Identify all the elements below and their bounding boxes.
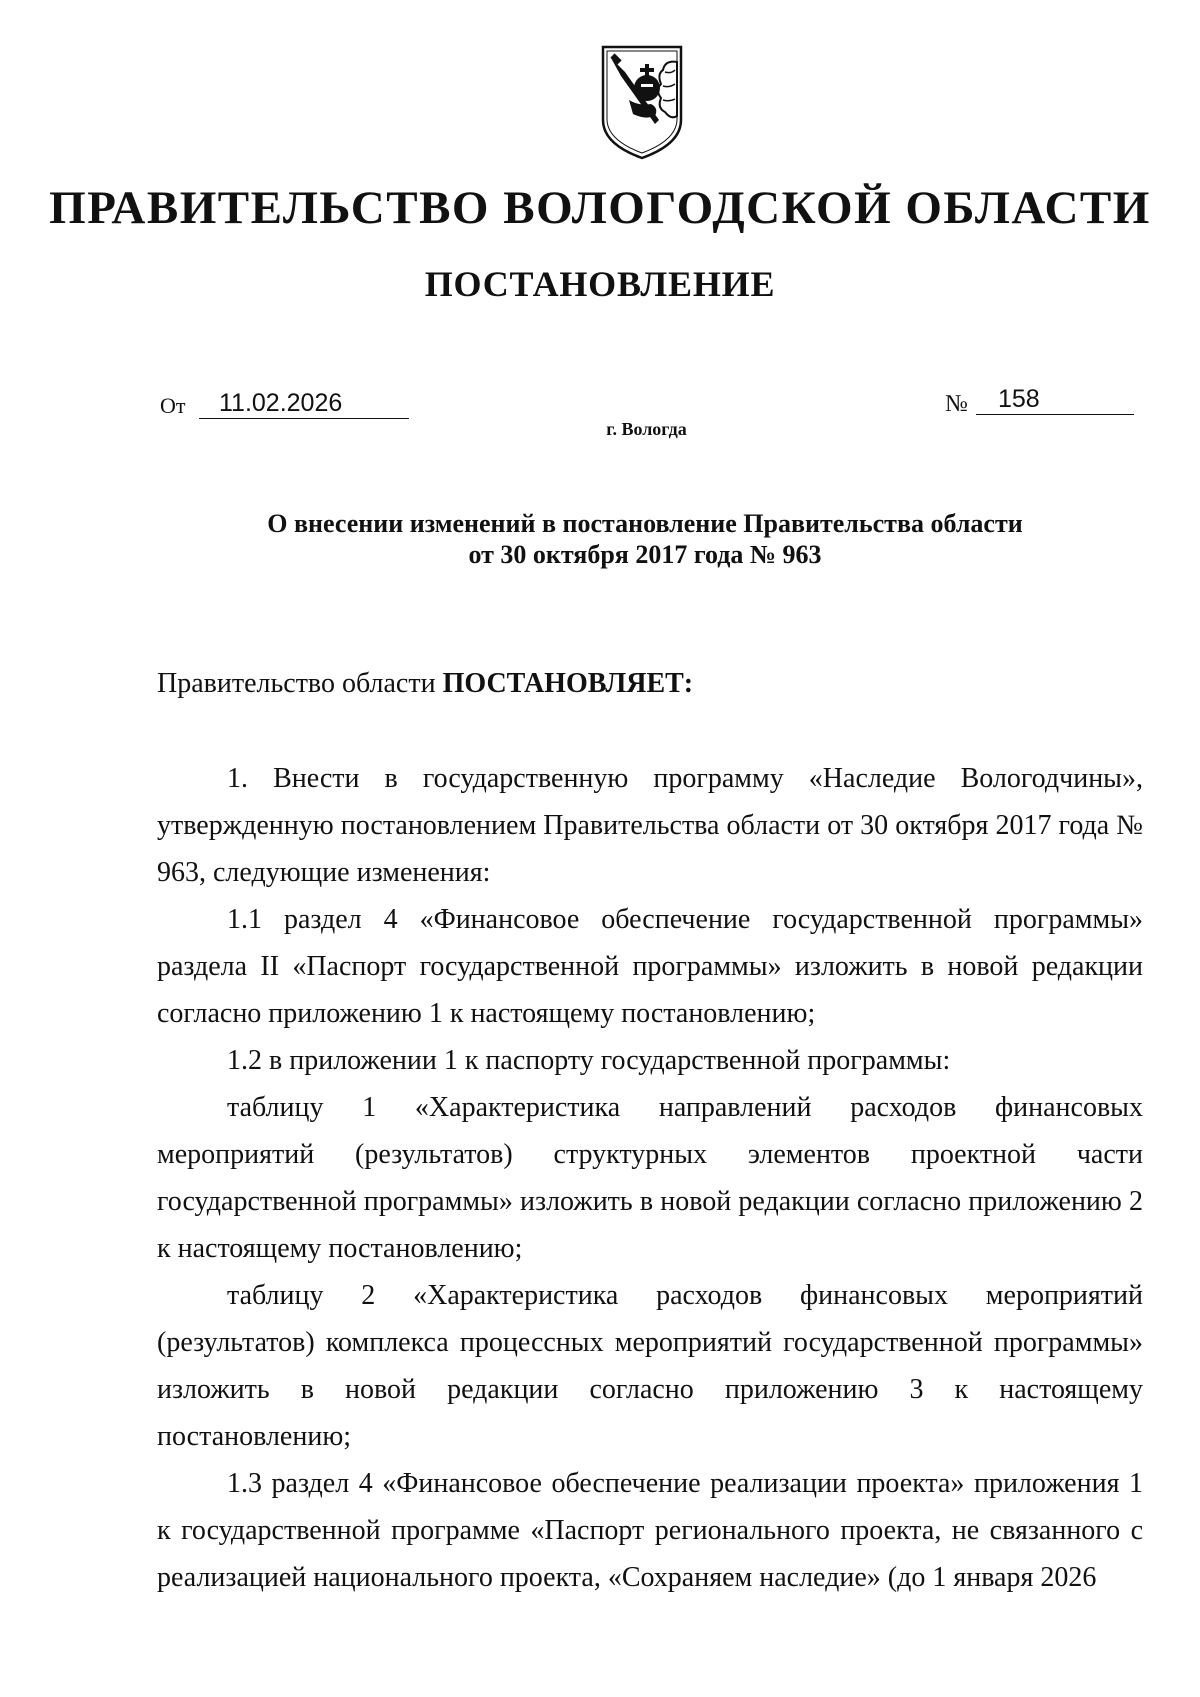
document-subject xyxy=(0,508,1200,570)
paragraph: 1.3 раздел 4 «Финансовое обеспечение реализации проекта» приложения 1 к государственной программе «Паспорт регионального проекта, не связанного с реализацией национального проекта, «Сохраняем наследие» (до 1 января 2026 xyxy=(157,1468,1143,1593)
government-title: ПРАВИТЕЛЬСТВО ВОЛОГОДСКОЙ ОБЛАСТИ xyxy=(49,182,1151,234)
subject-line-2: от 30 октября 2017 года № 963 xyxy=(468,540,822,569)
date-label: От xyxy=(160,393,186,418)
resolution-intro xyxy=(157,670,693,698)
paragraph: 1. Внести в государственную программу «Наследие Вологодчины», утвержденную постановлением Правительства области от 30 октября 2017 года № 963, следующие изменения: xyxy=(157,763,1143,888)
paragraph: 1.2 в приложении 1 к паспорту государственной программы: xyxy=(227,1045,951,1076)
document-type: ПОСТАНОВЛЕНИЕ xyxy=(424,264,776,304)
document-number: 158 xyxy=(976,386,1134,415)
paragraph: таблицу 1 «Характеристика направлений расходов финансовых мероприятий (результатов) структурных элементов проектной части государственной программы» изложить в новой редакции согласно приложению 2 к настоящему постановлению; xyxy=(157,1092,1143,1264)
document-body xyxy=(157,755,1143,1601)
vologda-coat-of-arms-icon xyxy=(599,44,685,162)
paragraph: 1.1 раздел 4 «Финансовое обеспечение государственной программы» раздела II «Паспорт государственной программы» изложить в новой редакции согласно приложению 1 к настоящему постановлению; xyxy=(157,904,1143,1029)
resolution-keyword: ПОСТАНОВЛЯЕТ: xyxy=(442,668,694,699)
resolution-prefix: Правительство области xyxy=(157,668,443,699)
city: г. Вологда xyxy=(606,419,687,439)
subject-line-1: О внесении изменений в постановление Правительства области xyxy=(267,509,1023,538)
document-date: 11.02.2026 xyxy=(199,390,409,419)
paragraph: таблицу 2 «Характеристика расходов финансовых мероприятий (результатов) комплекса процессных мероприятий государственной программы» изложить в новой редакции согласно приложению 3 к настоящему постановлению; xyxy=(157,1280,1143,1452)
number-label: № xyxy=(945,391,968,417)
